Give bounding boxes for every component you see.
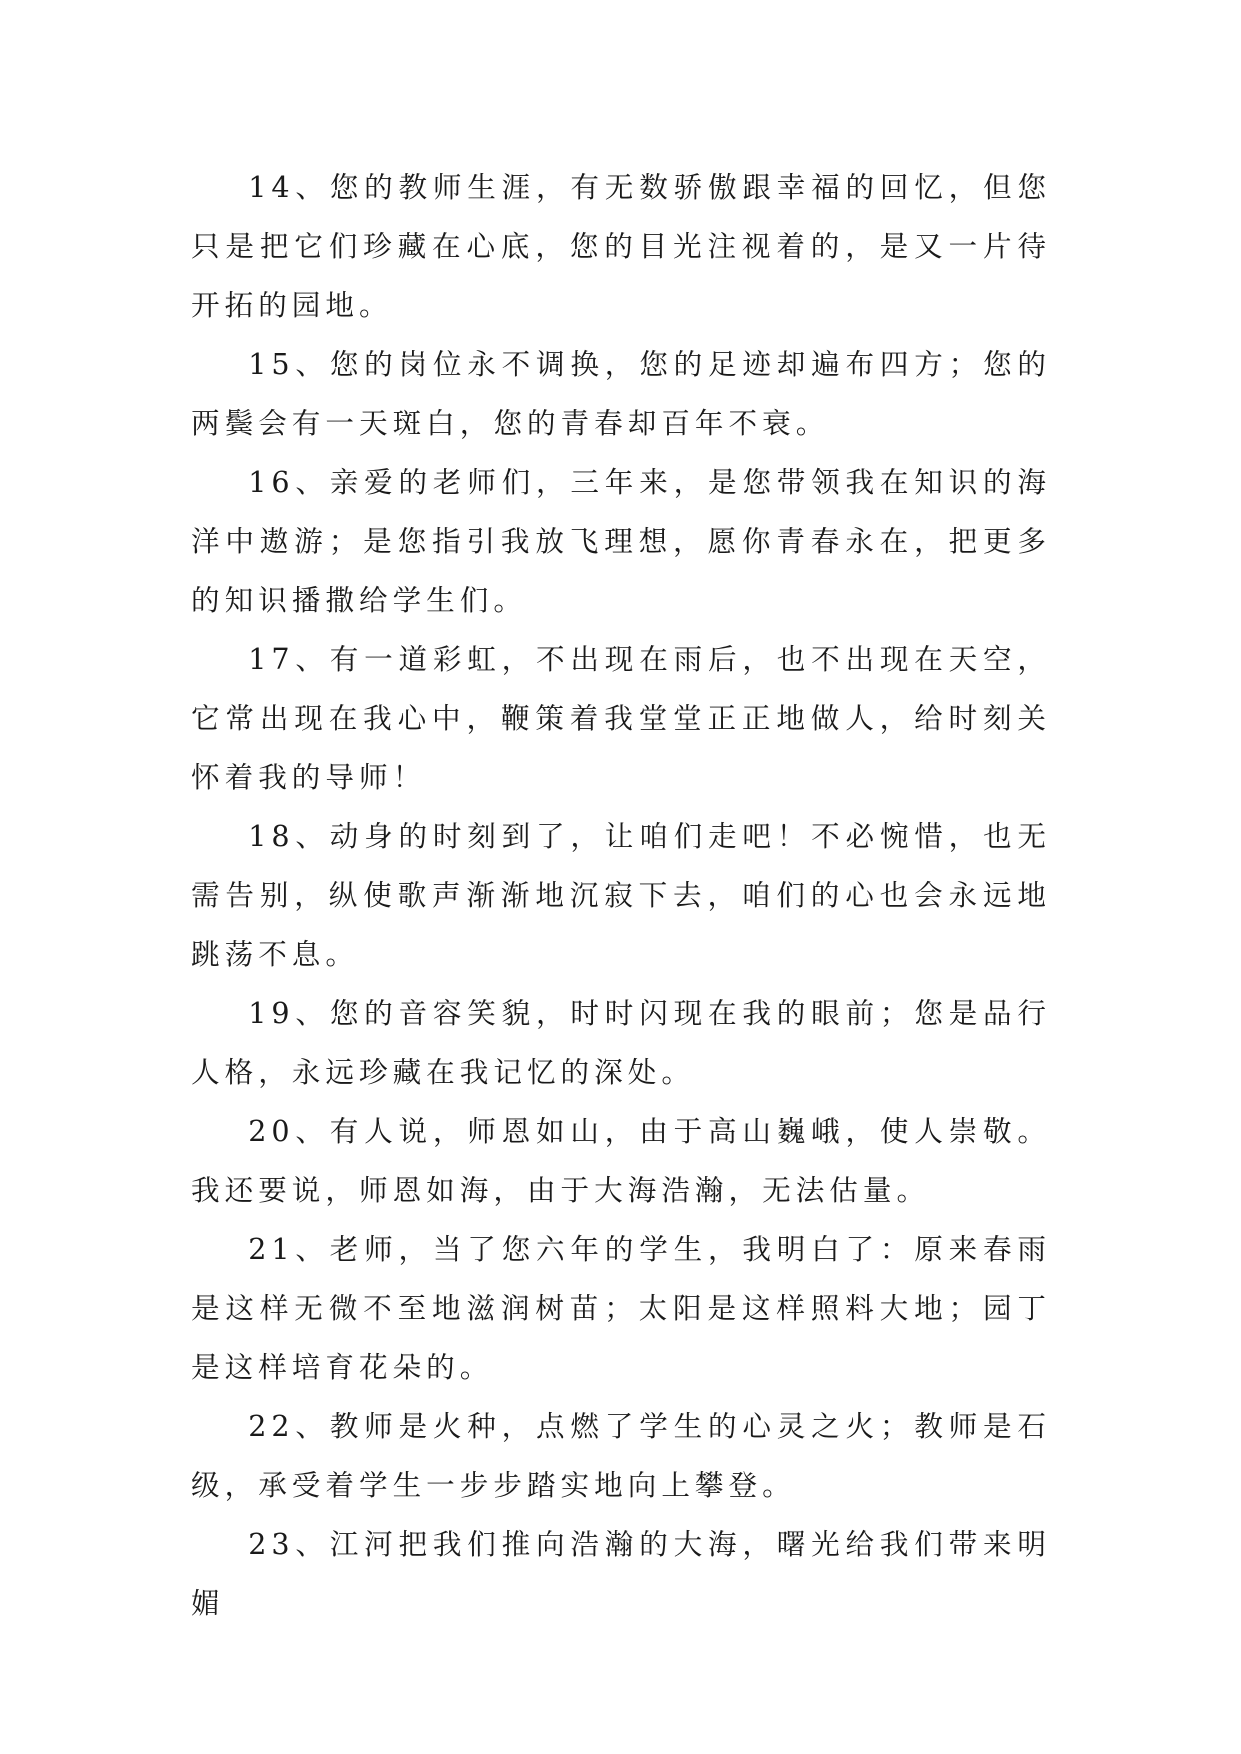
paragraph-19: 19、您的音容笑貌，时时闪现在我的眼前；您是品行人格，永远珍藏在我记忆的深处。 — [191, 996, 1051, 1089]
paragraph-21: 21、老师，当了您六年的学生，我明白了：原来春雨是这样无微不至地滋润树苗；太阳是这样照料大地；园丁是这样培育花朵的。 — [191, 1232, 1051, 1384]
paragraph-18: 18、动身的时刻到了，让咱们走吧！不必惋惜，也无需告别，纵使歌声渐渐地沉寂下去，咱们的心也会永远地跳荡不息。 — [191, 819, 1051, 971]
paragraph-22: 22、教师是火种，点燃了学生的心灵之火；教师是石级，承受着学生一步步踏实地向上攀登。 — [191, 1409, 1051, 1502]
paragraph-15: 15、您的岗位永不调换，您的足迹却遍布四方；您的两鬓会有一天斑白，您的青春却百年不衰。 — [191, 347, 1051, 440]
paragraph-16: 16、亲爱的老师们，三年来，是您带领我在知识的海洋中遨游；是您指引我放飞理想，愿你青春永在，把更多的知识播撒给学生们。 — [191, 465, 1051, 617]
paragraph-17: 17、有一道彩虹，不出现在雨后，也不出现在天空，它常出现在我心中，鞭策着我堂堂正正地做人，给时刻关怀着我的导师！ — [191, 642, 1051, 794]
paragraph-20: 20、有人说，师恩如山，由于高山巍峨，使人崇敬。我还要说，师恩如海，由于大海浩瀚，无法估量。 — [191, 1114, 1051, 1207]
document-body — [191, 158, 1051, 1633]
paragraph-14: 14、您的教师生涯，有无数骄傲跟幸福的回忆，但您只是把它们珍藏在心底，您的目光注视着的，是又一片待开拓的园地。 — [191, 170, 1051, 322]
paragraph-23: 23、江河把我们推向浩瀚的大海，曙光给我们带来明媚 — [191, 1527, 1051, 1620]
